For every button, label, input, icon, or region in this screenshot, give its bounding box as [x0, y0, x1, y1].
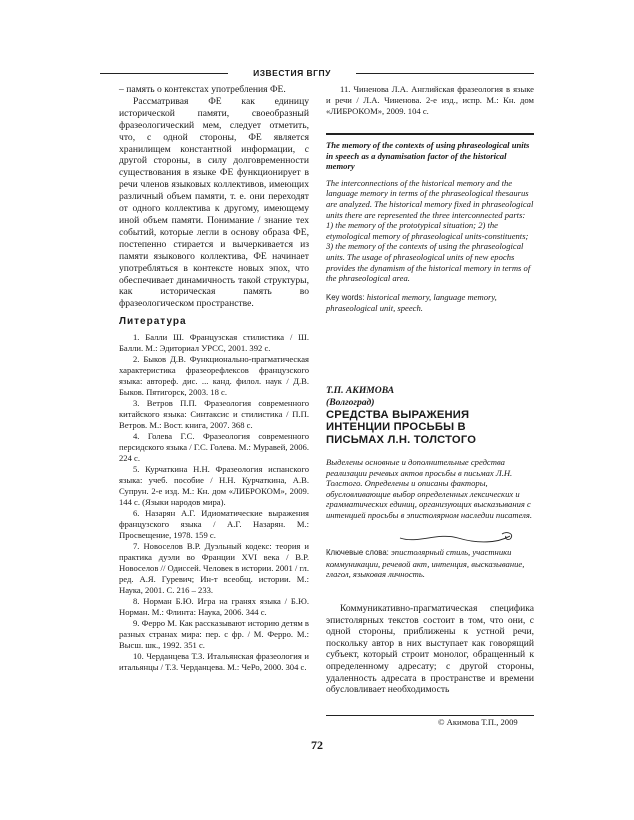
reference-item: 5. Курчаткина Н.Н. Фразеология испанского языка: учеб. пособие / Н.Н. Курчаткина, А.В. Супрун. 2-е изд. М.: Кн. дом «ЛИБРОКОМ», 2009. 144 с. (Языки народов мира). — [119, 464, 309, 508]
body-paragraph: Коммуникативно-прагматическая специфика эпистолярных текстов состоит в том, что они, с одной стороны, приближены к устной речи, поскольку автор в них выступает как говорящий субъект, который строит монолог, обращенный к определенному адресату; с другой стороны, удаленность адресата в пространстве и времени обусловливает необходимость — [326, 603, 534, 696]
ornament-swirl-icon — [398, 530, 518, 544]
english-keywords — [326, 292, 534, 314]
reference-item: 6. Назарян А.Г. Идиоматические выражения французского языка / А.Г. Назарян. М.: Просвещение, 1978. 159 с. — [119, 508, 309, 541]
reference-list — [119, 332, 309, 673]
paragraph: – память о контекстах употребления ФЕ. — [119, 84, 286, 95]
russian-keywords-text: эпистолярный стиль, участники коммуникации, речевой акт, интенция, высказывание, глагол, языковая личность. — [326, 547, 525, 580]
reference-11 — [326, 84, 534, 117]
english-abstract-title: The memory of the contexts of using phraseological units in speech as a dynamisation factor of the historical memory — [326, 140, 530, 172]
reference-item: 11. Чиненова Л.А. Английская фразеология в языке и речи / Л.А. Чиненова. 2-е изд., испр. М.: Кн. дом «ЛИБРОКОМ», 2009. 104 с. — [326, 84, 534, 116]
footer-rule — [326, 715, 534, 716]
english-abstract-body: The interconnections of the historical memory and the language memory in terms of the phraseological thesaurus are analyzed. The historical memory fixed in phraseological units there are represented the three interconnected parts: 1) the memory of the prototypical situation; 2) the etymological memory of phraseological units-constituents; 3) the memory of the contexts of using the phraseological units. The usage of phraseological units of new epochs provides the dynamism of the historical memory in terms of the phraseological area. — [326, 177, 534, 284]
reference-item: 10. Черданцева Т.З. Итальянская фразеология и итальянцы / Т.З. Черданцева. М.: ЧеРо, 2000. 304 с. — [119, 651, 309, 673]
russian-abstract-body: Выделены основные и дополнительные средства реализации речевых актов просьбы в письмах Л.Н. Толстого. Определены и описаны факторы, обусловливающие выбор определенных лексических и грамматических единиц, организующих высказывания с интенцией просьбы в эпистолярном наследии писателя. — [326, 457, 533, 520]
english-abstract — [326, 140, 534, 314]
literature-heading: Литература — [119, 316, 187, 328]
russian-keywords — [326, 547, 534, 580]
reference-item: 8. Норман Б.Ю. Игра на гранях языка / Б.Ю. Норман. М.: Флинта: Наука, 2006. 344 с. — [119, 596, 309, 618]
reference-item: 3. Ветров П.П. Фразеология современного китайского языка: Синтаксис и стилистика / П.П. Ветров. М.: Вост. книга, 2007. 368 с. — [119, 398, 309, 431]
keywords-label: Key words: — [326, 292, 365, 302]
reference-item: 9. Ферро М. Как рассказывают историю детям в разных странах мира: пер. с фр. / М. Ферро. М.: Высш. шк., 1992. 351 с. — [119, 618, 309, 651]
reference-item: 2. Быков Д.В. Функционально-прагматическая характеристика фразеорефлексов французского языка: автореф. дис. ... канд. филол. наук / Д.В. Быков. Пятигорск, 2003. 18 с. — [119, 354, 309, 398]
author-city: (Волгоград) — [326, 396, 375, 408]
article-title: СРЕДСТВА ВЫРАЖЕНИЯ ИНТЕНЦИИ ПРОСЬБЫ В ПИСЬМАХ Л.Н. ТОЛСТОГО — [326, 409, 477, 446]
page-number: 72 — [311, 738, 323, 752]
abstract-top-rule — [326, 133, 534, 135]
paragraph: Рассматривая ФЕ как единицу исторической памяти, своеобразный фразеологический мем, следует отметить, что, с одной стороны, ФЕ является хранилищем константной информации, с другой стороны, в силу долговременности существования в языке ФЕ функционирует в речи членов языковых коллективов, имеющих различный объем памяти, т. е. они переходят от одного коллектива к другому, имеющему иной объем памяти. Понимание / знание тех событий, которые легли в основу образа ФЕ, постепенно стирается и вычеркивается из памяти языкового коллектива, ФЕ начинает употребляться в контексте новых эпох, что обеспечивает динамичность такой структуры, как историческая память во фразеологическом пространстве. — [119, 95, 309, 310]
author-name: Т.П. АКИМОВА — [326, 385, 395, 396]
copyright: © Акимова Т.П., 2009 — [438, 717, 518, 727]
reference-item: 1. Балли Ш. Французская стилистика / Ш. Балли. М.: Эдиториал УРСС, 2001. 392 с. — [119, 332, 309, 354]
reference-item: 7. Новоселов В.Р. Дуэльный кодекс: теория и практика дуэли во Франции XVI века / В.Р. Новоселов // Одиссей. Человек в истории. 2001 / гл. ред. А.Я. Гуревич; Ин-т всеобщ. истории. М.: Наука, 2001. С. 216 – 233. — [119, 541, 309, 596]
reference-item: 4. Голева Г.С. Фразеология современного персидского языка / Г.С. Голева. М.: Муравей, 2006. 224 с. — [119, 431, 309, 464]
author-block — [326, 385, 394, 408]
journal-header: ИЗВЕСТИЯ ВГПУ — [253, 68, 331, 78]
left-column — [119, 84, 309, 673]
russian-abstract — [326, 457, 534, 521]
header-rule-right — [356, 73, 534, 74]
russian-keywords-label: Ключевые слова: — [326, 548, 389, 557]
keywords-text: historical memory, language memory, phraseological unit, speech. — [326, 291, 497, 314]
article-body — [326, 603, 534, 696]
header-rule-left — [100, 73, 228, 74]
